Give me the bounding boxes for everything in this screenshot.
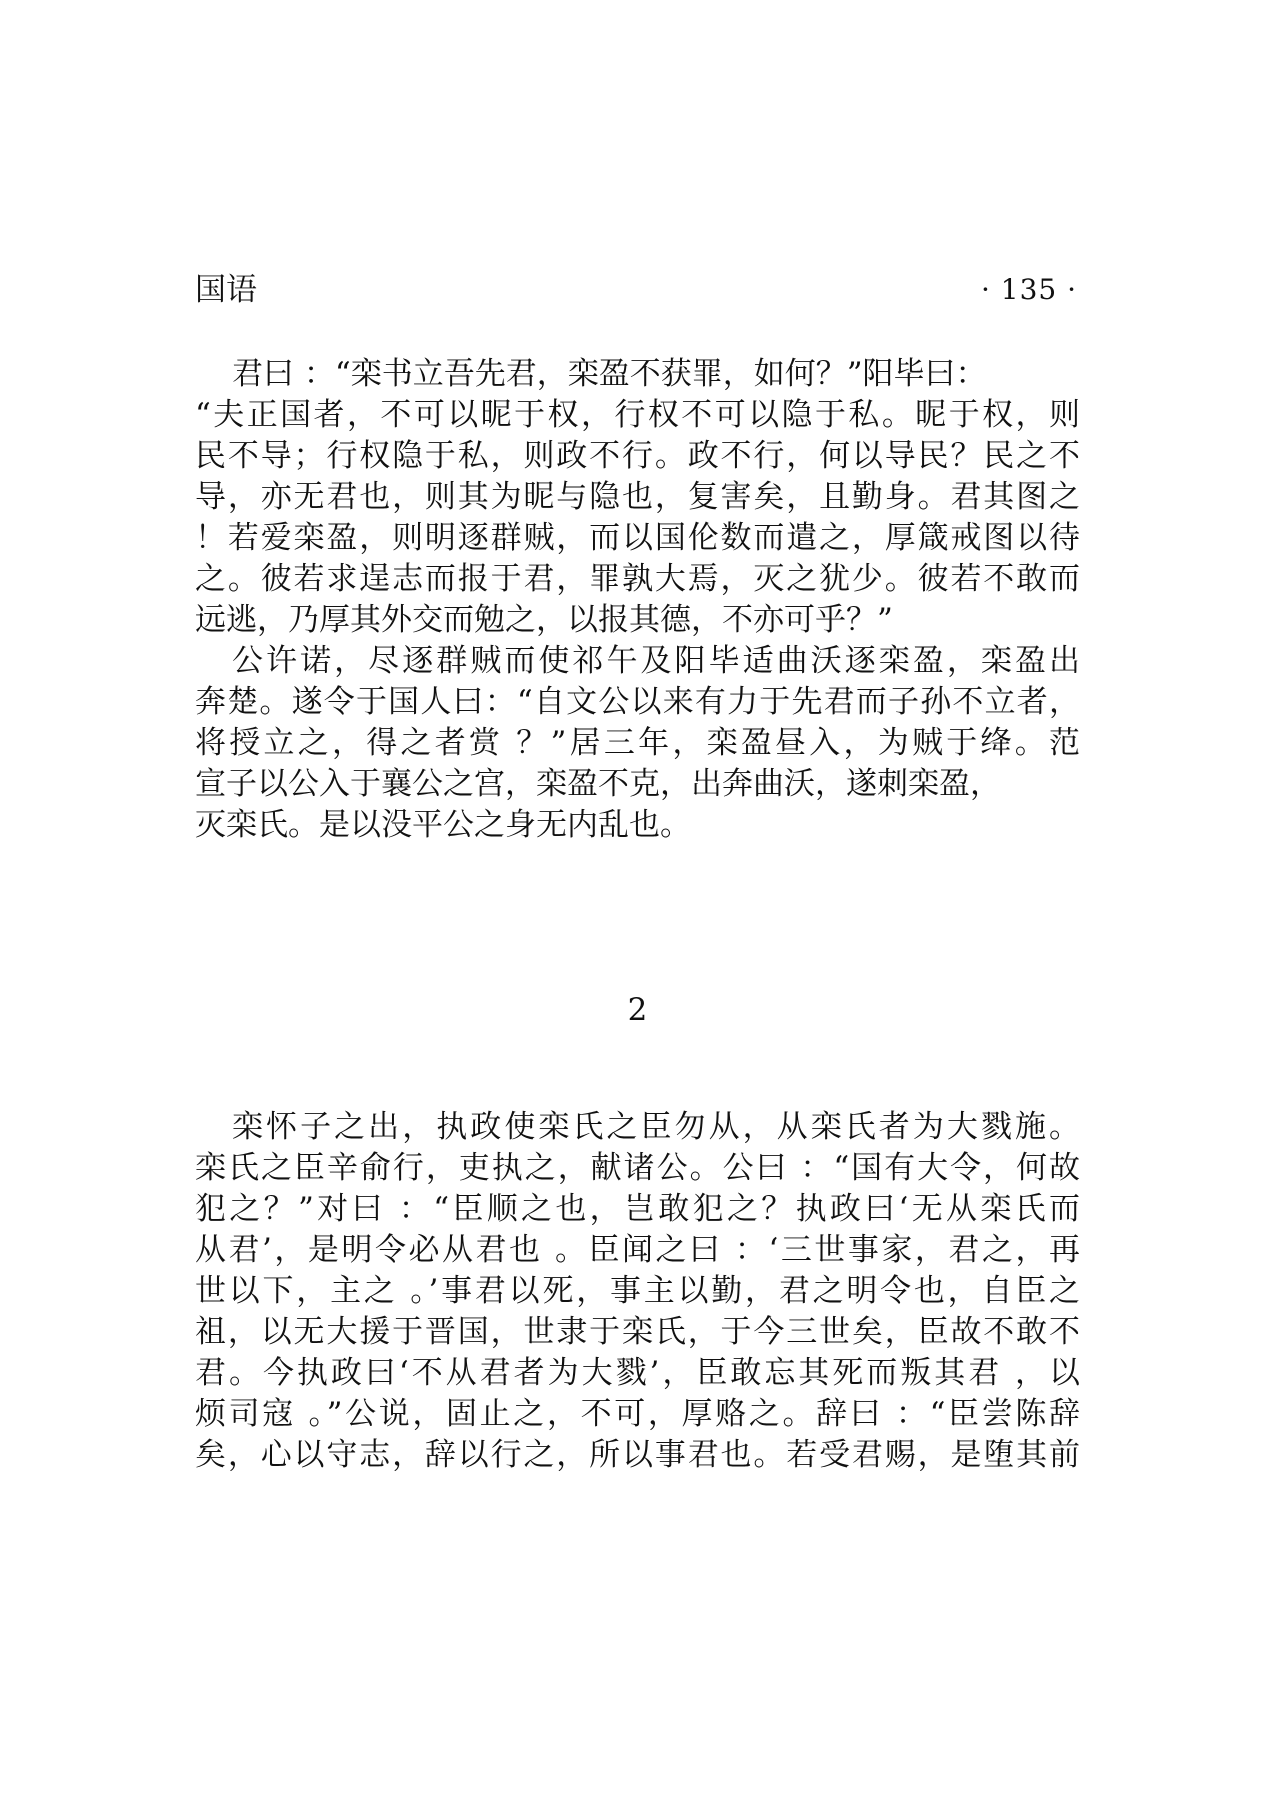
text-section-2 (195, 1107, 1080, 1476)
text-line: 矣，心以守志，辞以行之，所以事君也。若受君赐，是堕其前 (195, 1437, 1080, 1473)
text-line: 宣子以公入于襄公之宫，栾盈不克，出奔曲沃，遂刺栾盈， (195, 766, 1001, 802)
text-line: 从君’，是明令必从君也 。臣闻之曰 ：‘三世事家，君之，再 (195, 1232, 1080, 1268)
text-line: 远逃，乃厚其外交而勉之，以报其德，不亦可乎？” (195, 602, 893, 638)
text-line: ！若爱栾盈，则明逐群贼，而以国伦数而遣之，厚箴戒图以待 (195, 520, 1080, 556)
text-line: 灭栾氏。是以没平公之身无内乱也。 (195, 807, 691, 843)
text-line: 奔楚。遂令于国人曰：“自文公以来有力于先君而子孙不立者， (195, 684, 1080, 720)
text-section-1 (195, 354, 1080, 846)
page-number: · 135 · (980, 273, 1077, 306)
text-line: 之。彼若求逞志而报于君，罪孰大焉，灭之犹少。彼若不敢而 (195, 561, 1080, 597)
text-line: 民不导；行权隐于私，则政不行。政不行，何以导民？民之不 (195, 438, 1080, 474)
text-line: 君曰 ：“栾书立吾先君，栾盈不获罪，如何？”阳毕曰： (232, 356, 987, 392)
text-line: 将授立之，得之者赏 ？”居三年，栾盈昼入，为贼于绛。范 (195, 725, 1080, 761)
text-line: 犯之？”对曰 ：“臣顺之也，岂敢犯之？执政曰‘无从栾氏而 (195, 1191, 1080, 1227)
text-line: 公许诺，尽逐群贼而使祁午及阳毕适曲沃逐栾盈，栾盈出 (232, 643, 1080, 679)
text-line: “夫正国者，不可以昵于权，行权不可以隐于私。昵于权，则 (195, 397, 1080, 433)
running-header (195, 272, 1077, 308)
section-number: 2 (627, 992, 648, 1028)
text-line: 栾氏之臣辛俞行，吏执之，献诸公。公曰 ：“国有大令，何故 (195, 1150, 1080, 1186)
text-line: 栾怀子之出，执政使栾氏之臣勿从，从栾氏者为大戮施。 (232, 1109, 1080, 1145)
text-line: 君。今执政曰‘不从君者为大戮’，臣敢忘其死而叛其君 ，以 (195, 1355, 1080, 1391)
text-line: 烦司寇 。”公说，固止之，不可，厚赂之。辞曰 ：“臣尝陈辞 (195, 1396, 1080, 1432)
text-line: 导，亦无君也，则其为昵与隐也，复害矣，且勤身。君其图之 (195, 479, 1080, 515)
text-line: 祖，以无大援于晋国，世隶于栾氏，于今三世矣，臣故不敢不 (195, 1314, 1080, 1350)
book-title: 国语 (195, 272, 257, 308)
text-line: 世以下，主之 。’事君以死，事主以勤，君之明令也，自臣之 (195, 1273, 1080, 1309)
